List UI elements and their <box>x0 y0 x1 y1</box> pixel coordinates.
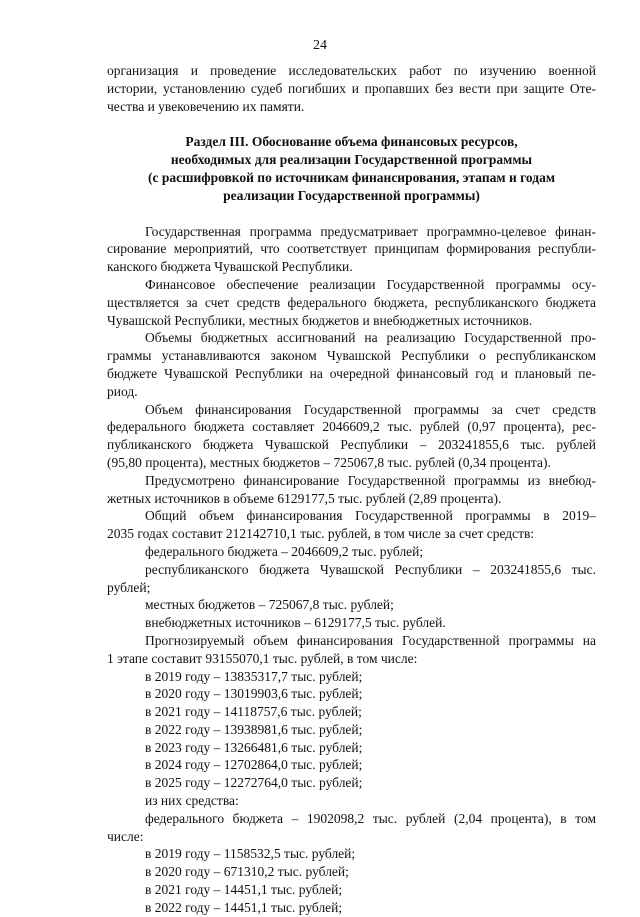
text-line: жетных источников в объеме 6129177,5 тыс. рублей (2,89 процента). <box>107 490 502 506</box>
text-line: публиканского бюджета Чувашской Республики – 203241855,6 тыс. рублей <box>107 437 596 453</box>
body-text <box>107 223 596 917</box>
text-line: в 2023 году – 13266481,6 тыс. рублей; <box>145 739 363 755</box>
text-line: в 2021 году – 14118757,6 тыс. рублей; <box>145 704 362 720</box>
text-line: Прогнозируемый объем финансирования Государственной программы на <box>145 632 596 648</box>
text-line: канского бюджета Чувашской Республики. <box>107 259 353 275</box>
text-line: внебюджетных источников – 6129177,5 тыс. рублей. <box>145 615 446 631</box>
text-line: в 2020 году – 13019903,6 тыс. рублей; <box>145 686 363 702</box>
text-line: (95,80 процента), местных бюджетов – 725067,8 тыс. рублей (0,34 процента). <box>107 454 551 470</box>
text-line: федерального бюджета – 1902098,2 тыс. рублей (2,04 процента), в том <box>145 810 596 826</box>
text-line: Предусмотрено финансирование Государственной программы из внебюд- <box>145 472 596 488</box>
text-line: Общий объем финансирования Государственной программы в 2019– <box>145 508 596 524</box>
text-line: 1 этапе составит 93155070,1 тыс. рублей, в том числе: <box>107 650 418 666</box>
text-line: в 2019 году – 1158532,5 тыс. рублей; <box>145 846 356 862</box>
text-line: риод. <box>107 383 138 399</box>
text-line: федерального бюджета составляет 2046609,2 тыс. рублей (0,97 процента), рес- <box>107 419 596 435</box>
text-line: в 2025 году – 12272764,0 тыс. рублей; <box>145 775 363 791</box>
text-line: Объемы бюджетных ассигнований на реализацию Государственной про- <box>145 330 596 346</box>
heading-line: Раздел III. Обоснование объема финансовых ресурсов, <box>185 134 518 150</box>
text-line: в 2021 году – 14451,1 тыс. рублей; <box>145 882 343 898</box>
text-line: Государственная программа предусматривает программно-целевое финан- <box>145 223 596 239</box>
text-line: Объем финансирования Государственной программы за счет средств <box>145 401 596 417</box>
text-line: из них средства: <box>145 793 239 809</box>
text-line: сирование мероприятий, что соответствует принципам формирования республи- <box>107 241 596 257</box>
text-line: Финансовое обеспечение реализации Государственной программы осу- <box>145 276 596 292</box>
text-line: местных бюджетов – 725067,8 тыс. рублей; <box>145 597 394 613</box>
text-line: организация и проведение исследовательских работ по изучению военной <box>107 63 596 78</box>
text-line: в 2024 году – 12702864,0 тыс. рублей; <box>145 757 363 773</box>
heading-line: (с расшифровкой по источникам финансирования, этапам и годам <box>147 169 556 185</box>
section-heading <box>107 133 596 204</box>
text-line: ществляется за счет средств федерального бюджета, республиканского бюджета <box>107 294 596 310</box>
text-line: в 2022 году – 13938981,6 тыс. рублей; <box>145 721 363 737</box>
text-line: в 2019 году – 13835317,7 тыс. рублей; <box>145 668 363 684</box>
page-number: 24 <box>313 38 327 53</box>
text-line: истории, установлению судеб погибших и пропавших без вести при защите Оте- <box>107 80 596 96</box>
heading-line: необходимых для реализации Государственной программы <box>170 152 533 168</box>
text-line: бюджете Чувашской Республики на очередной финансовый год и плановый пе- <box>107 365 596 381</box>
text-line: в 2020 году – 671310,2 тыс. рублей; <box>145 864 349 880</box>
intro-paragraph <box>107 62 596 115</box>
text-line: федерального бюджета – 2046609,2 тыс. рублей; <box>145 543 424 559</box>
page-content <box>107 62 596 917</box>
text-line: 2035 годах составит 212142710,1 тыс. рублей, в том числе за счет средств: <box>107 526 535 542</box>
text-line: чества и увековечению их памяти. <box>107 98 305 114</box>
text-line: в 2022 году – 14451,1 тыс. рублей; <box>145 899 343 915</box>
heading-line: реализации Государственной программы) <box>223 187 480 203</box>
text-line: граммы устанавливаются законом Чувашской Республики о республиканском <box>107 348 596 364</box>
text-line: Чувашской Республики, местных бюджетов и внебюджетных источников. <box>107 312 533 328</box>
text-line: числе: <box>107 828 144 844</box>
text-line: рублей; <box>107 579 151 595</box>
text-line: республиканского бюджета Чувашской Республики – 203241855,6 тыс. <box>145 561 596 577</box>
